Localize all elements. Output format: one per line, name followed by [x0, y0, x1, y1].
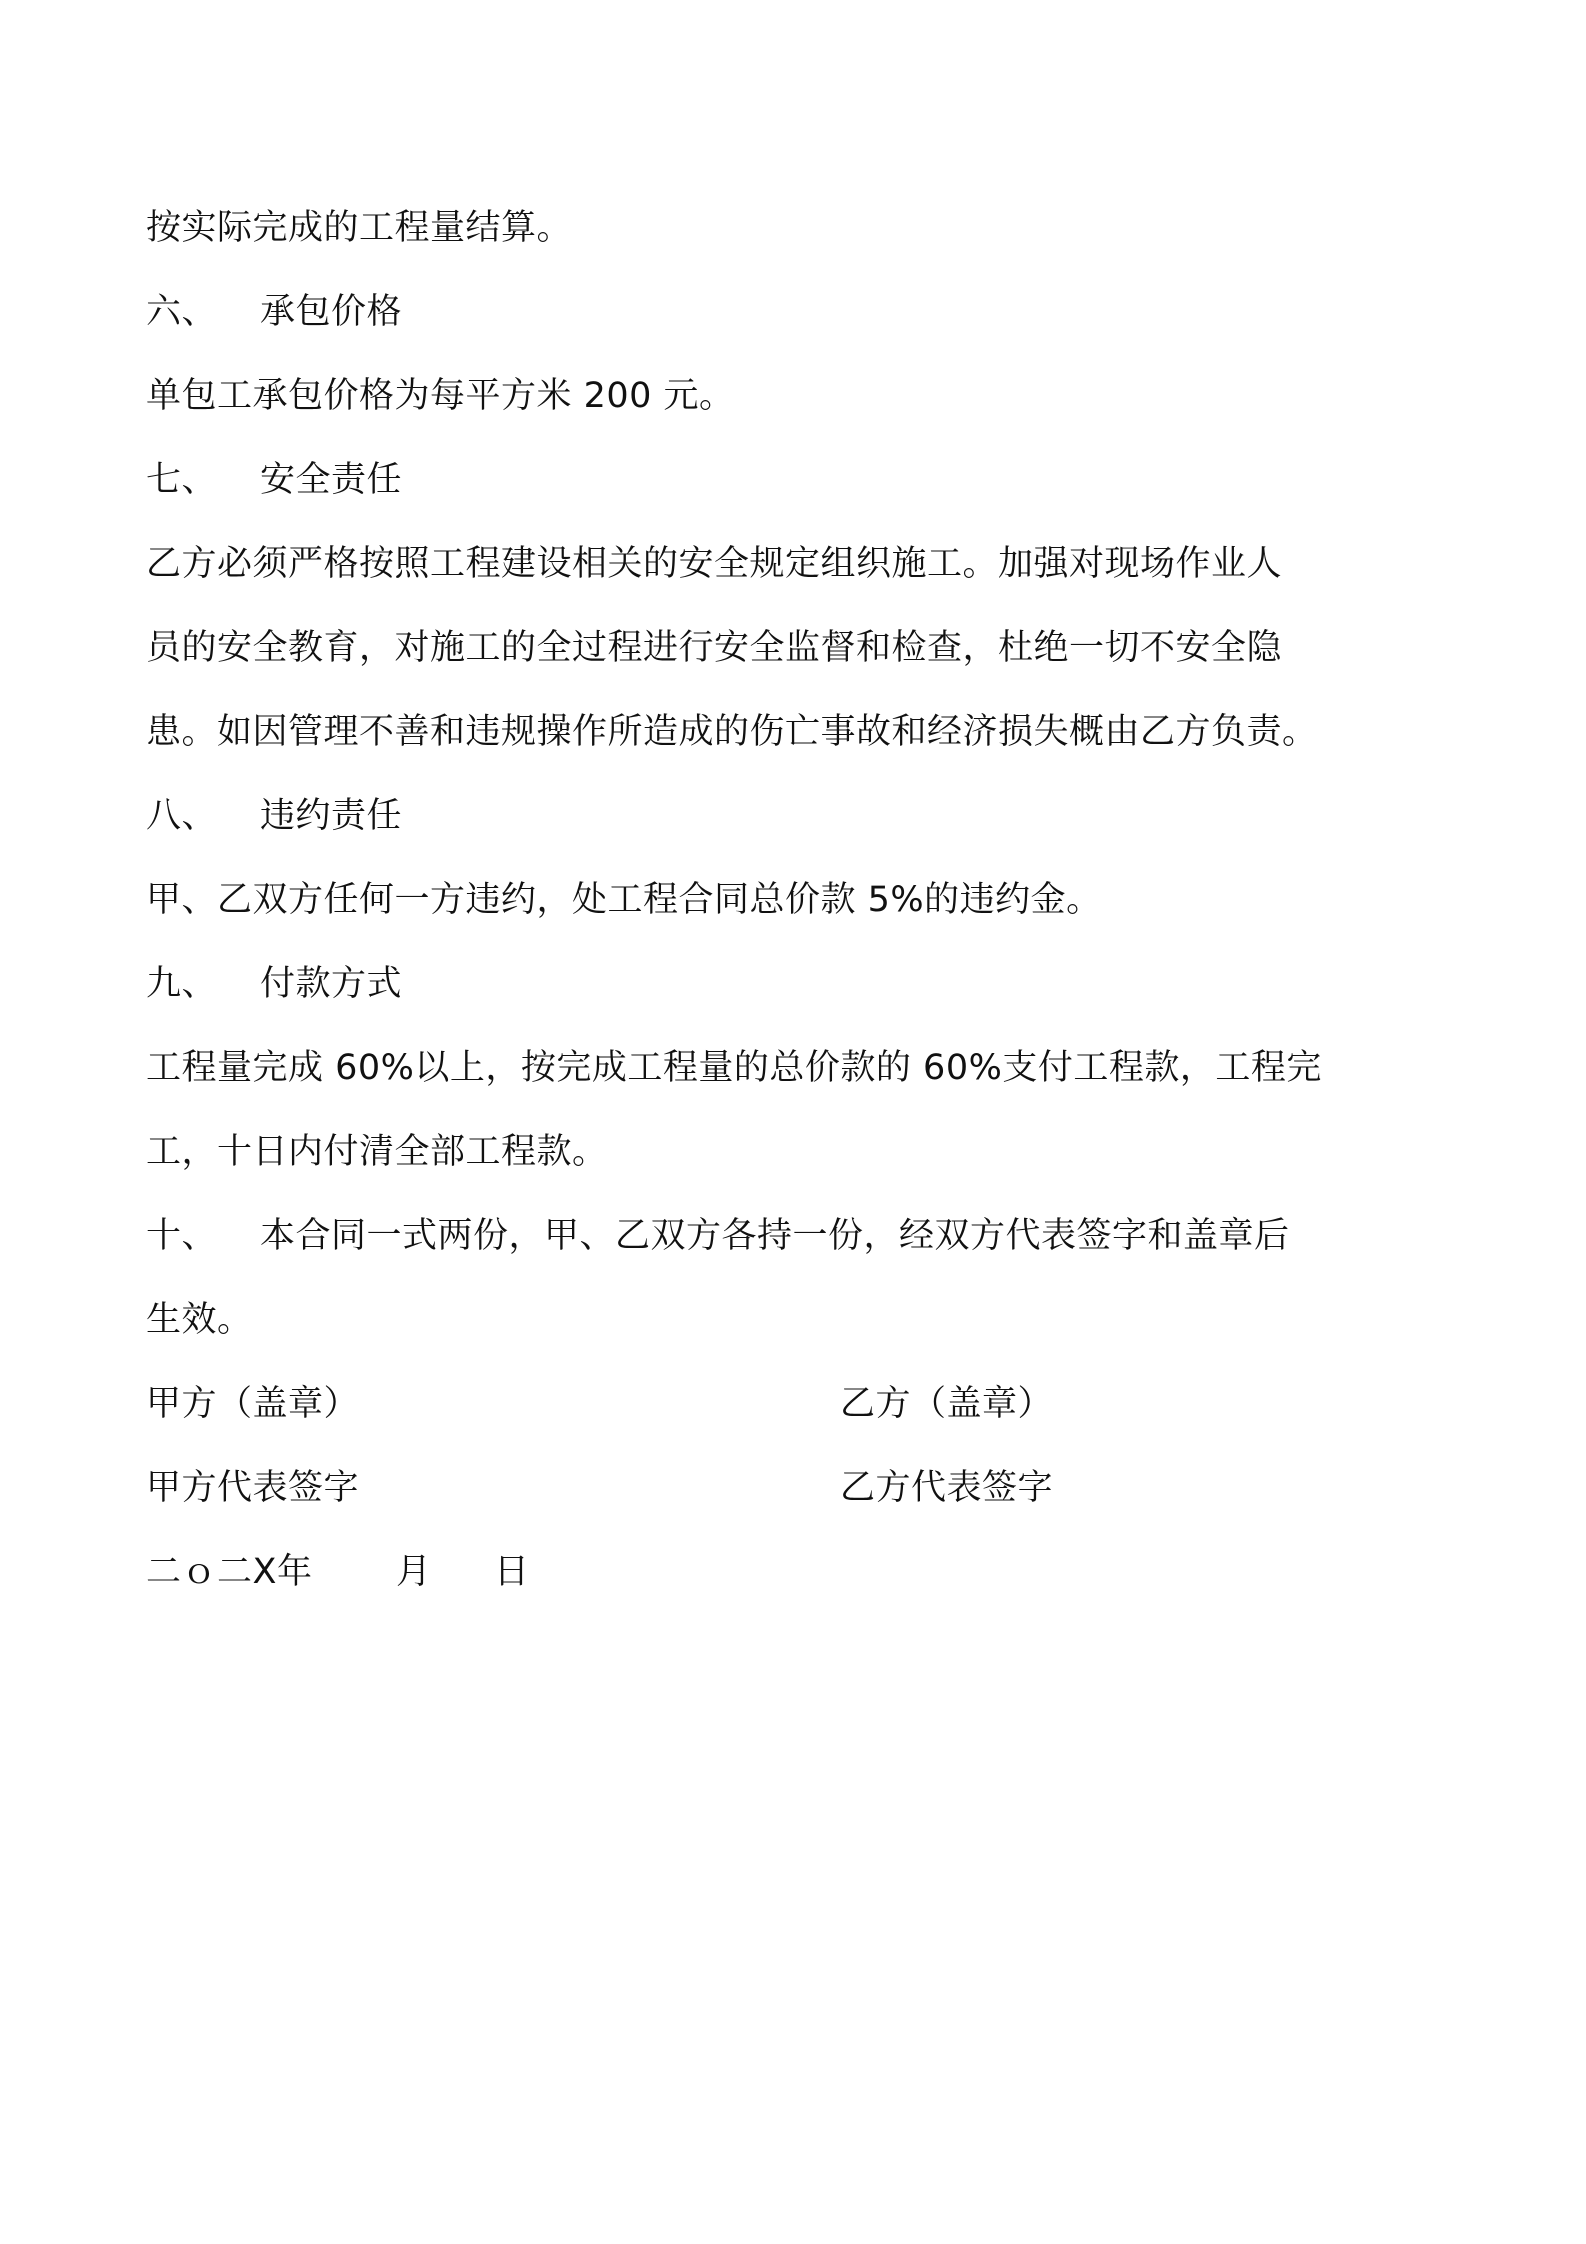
section-7-number: 七、 [146, 460, 218, 500]
payment-clause-line-2: 工，十日内付清全部工程款。 [146, 1132, 608, 1172]
date-day: 日 [494, 1552, 530, 1592]
party-a-seal-label: 甲方（盖章） [146, 1384, 360, 1424]
section-6-heading [146, 288, 402, 336]
section-7-title: 安全责任 [260, 460, 403, 500]
party-a-rep-label: 甲方代表签字 [146, 1468, 360, 1508]
date-line [146, 1548, 530, 1596]
date-year: 二ｏ二X年 [146, 1552, 313, 1592]
section-8-heading [146, 792, 402, 840]
section-8-title: 违约责任 [260, 796, 403, 836]
section-10-text: 本合同一式两份，甲、乙双方各持一份，经双方代表签字和盖章后 [260, 1216, 1290, 1256]
section-7-heading [146, 456, 402, 504]
section-8-number: 八、 [146, 796, 218, 836]
party-b-seal-label: 乙方（盖章） [840, 1384, 1054, 1424]
breach-clause: 甲、乙双方任何一方违约，处工程合同总价款 5%的违约金。 [146, 880, 1102, 920]
safety-clause-line-2: 员的安全教育，对施工的全过程进行安全监督和检查，杜绝一切不安全隐 [146, 628, 1283, 668]
settlement-clause-end: 按实际完成的工程量结算。 [146, 208, 573, 248]
section-6-title: 承包价格 [260, 292, 403, 332]
section-6-number: 六、 [146, 292, 218, 332]
section-10-text-end: 生效。 [146, 1300, 253, 1340]
safety-clause-line-3: 患。如因管理不善和违规操作所造成的伤亡事故和经济损失概由乙方负责。 [146, 712, 1318, 752]
payment-clause-line-1: 工程量完成 60%以上，按完成工程量的总价款的 60%支付工程款，工程完 [146, 1048, 1322, 1088]
date-month: 月 [396, 1552, 432, 1592]
price-clause: 单包工承包价格为每平方米 200 元。 [146, 376, 735, 416]
safety-clause-line-1: 乙方必须严格按照工程建设相关的安全规定组织施工。加强对现场作业人 [146, 544, 1283, 584]
section-10-number: 十、 [146, 1216, 218, 1256]
section-9-heading [146, 960, 402, 1008]
section-9-number: 九、 [146, 964, 218, 1004]
section-9-title: 付款方式 [260, 964, 403, 1004]
party-b-rep-label: 乙方代表签字 [840, 1468, 1054, 1508]
section-10-heading [146, 1212, 1290, 1260]
